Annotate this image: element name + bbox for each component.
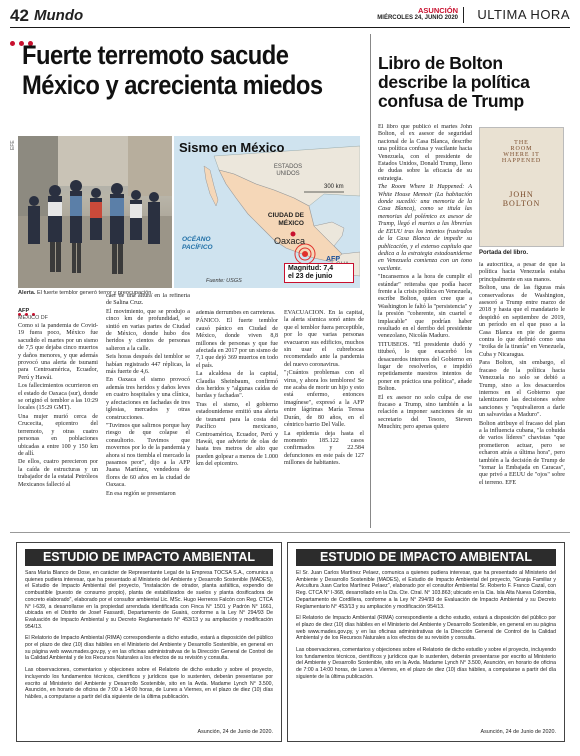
map-agency-logo: AFP bbox=[326, 256, 340, 263]
caption-label: Alerta. bbox=[18, 290, 36, 296]
notice-paragraph: El Sr. Juan Carlos Martínez Pelaez, comunica a quienes pudiera interesar, que ha presentado al Ministerio del Ambiente y Desarrollo Sostenible (MADES), el Estudio de Impacto Ambiental del proyecto, "Granja Familiar y Avicultura Juan Carlos Martínez Pelaez", elaborado por el consultor Ambiental Sr. Roberto F. Franco Cazal, con Reg. CTCA N° I-368, desarrollado en la Cta. Cte. Ctral. N° 103.863; ubicado en la Cia. Isla Alta Nueva Colombia, Departamento de Cordillera, conforme a la Ley N° 294/93 de Evaluación de Impacto Ambiental y su Decreto Reglamentario N° 453/13 y su ampliación y modificación 954/13. bbox=[296, 570, 556, 610]
main-article-col4 bbox=[284, 310, 364, 526]
paragraph: TITUBEOS. "El presidente dudó y titubeó, lo que exacerbó los desacuerdos internos del Gobierno en lugar de resolverlos, e impidió repetidamente nuestros intentos de poner en práctica una política", añade Bolton. bbox=[378, 341, 472, 393]
notice-paragraph: El Relatorio de Impacto Ambiental (RIMA) correspondiente a dicho estudio, estará a disposición del público por el plazo de diez (10) días hábiles en el Ministerio del Ambiente y Desarrollo Sostenible, en general en su página web www.mades.gov.py, y en las oficinas administrativas de la Dirección General de Control de la Calidad Ambiental y de los Recursos Naturales a los efectos de su revisión y consulta. bbox=[296, 615, 556, 642]
paragraph: En Oaxaca el sismo provocó además tres heridos y daños leves en cuatro hospitales y una clínica, y afectaciones en fachadas de tres iglesias, mercados y otras construcciones. bbox=[106, 377, 190, 421]
paragraph: La alcaldesa de la capital, Claudia Sheinbaum, confirmó dos heridos y "algunas caídas de bardas y fachadas". bbox=[196, 371, 278, 400]
earthquake-map bbox=[174, 136, 360, 288]
map-label-usa: ESTADOS UNIDOS bbox=[273, 164, 303, 177]
side-headline-line3: confusa de Trump bbox=[378, 91, 524, 111]
map-scale: 300 km bbox=[324, 184, 344, 190]
paragraph: Bolton atribuye el fracaso del plan a la influencia cubana, "la cohuida de varios líderes" chavistas "que prometieron actuar, pero se echaron atrás a última hora", pero también a la decisión de Trump de "tomar la Embajada en Caracas", que privó a EEUU de "ojos" sobre el terreno. EFE bbox=[479, 420, 565, 486]
notice-box-right bbox=[287, 542, 565, 742]
side-headline bbox=[378, 54, 570, 111]
notice-paragraph: Sara María Blanco de Dose, en carácter de Representante Legal de la Empresa TOCSA S.A., comunica a quienes pudiera interesar, que ha presentado al Ministerio del Ambiente y Desarrollo Sostenible (MADES), el Estudio de Impacto Ambiental del proyecto, "Instalación de otrador, planta asfáltica, expendio de combustible (puesto de consumo propio), planta de estabilizados de suelos y planta dosificadora de concreto elaborado", elaborado por el consultor ambiental Lic. MSc. Hugo Herreros Falcón con Reg. CTCA N° I-639, a desarrollarse en la propiedad arrendada identificada con Finca N° 1501 y Padrón N° 1661, ubicada en el Distrito de Josef Fassardi, Departamento de Guairá, conforme a la Ley N° 294/93 De Evaluación de Impacto Ambiental y su Decreto Reglamentario N° 453/13 y su ampliación y modificación 954/13. bbox=[25, 570, 273, 630]
main-article-col1 bbox=[18, 323, 98, 526]
column-divider bbox=[370, 34, 371, 528]
paragraph: Para Bolton, sin embargo, el fracaso de la política hacia Venezuela no solo se debió a Trump, sino a los desacuerdos internos en el Gobierno que talentizaron las decisiones sobre sanciones y "equivalieron a darle un salvavidas a Maduro". bbox=[479, 360, 565, 419]
notice-paragraph: Las observaciones, comentarios y objeciones sobre el Relatorio de dicho estudio y sobre el proyecto, incluyendo los fundamentos técnicos, científicos y jurídicos que lo sustenten, deberán presentarse por escrito al Ministerio del Ambiente y Desarrollo Sostenible, sito en la Avda. Madame Lynch N° 3.500, Asunción, en horario de oficina de 7:00 a 14:00 horas, de Lunes a Viernes, en el plazo de diez (10) días hábiles, a computarse a partir del día siguiente de la última publicación. bbox=[25, 667, 273, 700]
paragraph: El ex asesor no solo culpa de ese fracaso a Trump, sino también a la relación a imponer sanciones de su secretario del Tesoro, Steven Mnuchin; pero apenas quiere bbox=[378, 394, 472, 431]
map-label-region: Oaxaca bbox=[274, 236, 306, 246]
notice-box-left bbox=[16, 542, 282, 742]
paragraph: Los fallecimientos ocurrieron en el estado de Oaxaca (sur), donde se originó el temblor a las 10:29 locales (15:29 GMT). bbox=[18, 383, 98, 412]
main-headline bbox=[22, 40, 323, 100]
main-article-col2 bbox=[106, 293, 190, 526]
notice-body bbox=[25, 570, 273, 701]
book-title-2: ROOM bbox=[510, 146, 533, 152]
map-label-ocean: OCÉANO PACÍFICO bbox=[182, 236, 213, 251]
paragraph: EVACUACIÓN. En la capital, la alerta sísmica sonó antes de que el temblor fuera perceptible, por lo que varias personas evacuaron sus edificios, muchos sin usar el cubrebocas recomendado ante la pandemia del nuevo coronavirus. bbox=[284, 310, 364, 368]
map-title: Sismo en México bbox=[179, 140, 285, 155]
caption-text: El fuerte temblor generó terror y preocupación. bbox=[35, 290, 153, 296]
map-source: Fuente: USGS bbox=[206, 278, 242, 284]
side-headline-line2: describe la política bbox=[378, 72, 530, 92]
main-headline-line2: México y acrecienta miedos bbox=[22, 70, 323, 100]
section-rule bbox=[10, 532, 570, 533]
paragraph: "¡Cuántos problemas con el virus, y ahora los temblores! Se me acaba de morir un hijo y esto está enfermo, entonces imagínese", expresó a la AFP entre lágrimas María Teresa Durán, de 80 años, en el céntrico barrio Del Valle. bbox=[284, 370, 364, 429]
side-article-right bbox=[479, 262, 565, 526]
book-title-1: THE bbox=[514, 140, 529, 146]
paragraph: Una mujer murió cerca de Crucecita, epicentro del terremoto, y otras cuatro personas en poblaciones ubicadas a entre 100 y 150 km de allí. bbox=[18, 413, 98, 457]
paragraph: además derrumbes en carreteras. bbox=[196, 310, 276, 316]
book-title-4: HAPPENED bbox=[501, 158, 542, 164]
page-header bbox=[10, 6, 570, 28]
notice-paragraph: Las observaciones, comentarios y objeciones sobre el Relatorio de dicho estudio y sobre el proyecto, incluyendo los fundamentos técnicos, científicos y jurídicos que lo sustenten, deberán presentarse por escrito al Ministerio del Ambiente y Desarrollo Sostenible, sito en la Avda. Madame Lynch N° 3.500, Asunción, en horario de oficina de 7:00 a 14:00 horas, de Lunes a Viernes, en el plazo de diez (10) días hábiles, a computarse a partir del día siguiente de la última publicación. bbox=[296, 647, 556, 680]
news-photo bbox=[18, 136, 172, 288]
notice-paragraph: El Relatorio de Impacto Ambiental (RIMA) correspondiente a dicho estudio, estará a disposición del público por el plazo de diez (10) días hábiles en el Ministerio del Ambiente y Desarrollo Sostenible, en general en su página web www.mades.gov.py, y en las oficinas administrativas de la Dirección General de Control de la Calidad Ambiental y de los Recursos Naturales a los efectos de su revisión y consulta. bbox=[25, 635, 273, 662]
notice-footer: Asunción, 24 de Junio de 2020. bbox=[197, 729, 273, 735]
book-author-2: BOLTON bbox=[502, 199, 541, 208]
magnitude-date: el 23 de junio bbox=[288, 273, 333, 280]
notice-title: ESTUDIO DE IMPACTO AMBIENTAL bbox=[296, 549, 556, 566]
map-label-city: CIUDAD DE MÉXICO bbox=[267, 212, 304, 227]
header-rule bbox=[10, 27, 570, 28]
crowd-photo-illustration bbox=[18, 136, 172, 288]
paragraph: La epidemia deja hasta el momento 185.122 casos confirmados y 22.584 defunciones en este país de 127 millones de habitantes. bbox=[284, 430, 364, 467]
paragraph: "Tuvimos que salirnos porque hay riesgo de que colapse el consultorio. Tuvimos que movernos por lo de la pandemia y ahora si nos tiembla el mercado la pasamos peor", dijo a la AFP Juana Martínez, vendedora de flores de 60 años en la ciudad de Oaxaca. bbox=[106, 422, 190, 489]
byline-agency: AFP bbox=[18, 308, 30, 314]
notice-title: ESTUDIO DE IMPACTO AMBIENTAL bbox=[25, 549, 273, 566]
paragraph: Bolton, una de las figuras más conservadoras de Washington, asesoró a Trump entre marzo de 2018 y hasta que el mandatario le despidió en septiembre de 2019, un período en el que puso a la Casa Blanca en pie de guerra contra lo que definió como una "troika de la tiranía" en Venezuela, Cuba y Nicaragua. bbox=[479, 285, 565, 358]
book-title-3: WHERE IT bbox=[503, 152, 540, 158]
paragraph: The Room Where It Happened: A White House Memoir (La habitación donde sucedió: una memoria de la Casa Blanca), como se titula las memorias del polémico ex asesor de Trump, llegó el martes a las librerías de EEUU tras los intentos frustrados de la Casa Blanca de impedir su publicación, y el extenso capítulo que dedica a la estrategia estadounidense en Venezuela comienza con un tono vacilante. bbox=[378, 184, 472, 272]
paragraph: Como si la pandemia de Covid-19 fuera poco, México fue sacudido el martes por un sismo de 7,5 que dejaba cinco muertos y daños menores, y que además provocó una alerta de tsunami para Centroamérica, Ecuador, Perú y Hawái. bbox=[18, 323, 98, 381]
header-divider bbox=[463, 7, 465, 23]
byline-city: MÉXICO DF bbox=[18, 315, 48, 321]
paragraph: PÁNICO. El fuerte temblor causó pánico en Ciudad de México, donde viven 8,8 millones de personas y que fue afectada en 2017 por un sismo de 7,1 que dejó 369 muertos en todo el país. bbox=[196, 318, 278, 369]
magnitude-value: Magnitud: 7,4 bbox=[288, 265, 334, 272]
issue-date: MIÉRCOLES 24, JUNIO 2020 bbox=[377, 15, 458, 21]
paragraph: De ellos, cuatro perecieron por la caída de estructuras y un trabajador de la estatal Petróleos Mexicanos falleció al bbox=[18, 459, 98, 488]
main-headline-line1: Fuerte terremoto sacude bbox=[22, 40, 289, 70]
magnitude-callout bbox=[284, 263, 354, 283]
paper-name: ASUNCIÓN bbox=[417, 6, 458, 15]
paragraph: El libro que publicó el martes John Bolton, el ex asesor de seguridad nacional de la Casa Blanca, describe una política confusa y vacilante hacia Venezuela, con el presidente de Estados Unidos, Donald Trump, lleno de dudas sobre la eficacia de su estrategia. bbox=[378, 124, 472, 182]
paragraph: El movimiento, que se produjo a cinco km de profundidad, se sintió en varias partes de Ciudad de México, donde hubo dos heridos y cientos de personas salieron a la calle. bbox=[106, 308, 190, 352]
page-number: 42 bbox=[10, 6, 29, 25]
side-headline-line1: Libro de Bolton bbox=[378, 53, 503, 73]
section-name: Mundo bbox=[34, 7, 84, 24]
book-caption: Portada del libro. bbox=[479, 250, 529, 256]
paragraph: la autocrítica, a pesar de que la política hacia Venezuela estaba principalmente en sus manos. bbox=[479, 262, 565, 283]
main-article-col3 bbox=[196, 310, 278, 526]
paragraph: "Incansemos a la hora de cumplir el estándar" reiteraba que podía hacer frente a la crisis política en Venezuela, escribe Bolton, quien cree que a Washington le faltó la "persistencia" y la presión "coherente, sin cuartel e implacable" que podrían haber resultado en el derribo del presidente venezolano, Nicolás Maduro. bbox=[378, 274, 472, 340]
paragraph: caer de una altura en la refinería de Salina Cruz. bbox=[106, 293, 190, 307]
book-cover bbox=[479, 127, 564, 247]
paragraph: En esa región se presentaron bbox=[106, 490, 176, 497]
paragraph: Tras el sismo, el gobierno estadounidense emitió una alerta de tsunami para la costa del Pacífico mexicano, Centroamérica, Ecuador, Perú y Hawái, que advierte de olas de hasta tres metros de alto que pueden golpear a menos de 1.000 km del epicentro. bbox=[196, 401, 278, 468]
paragraph: Seis horas después del temblor se habían registrado 447 réplicas, la más fuerte de 4,6. bbox=[106, 354, 190, 376]
photo-credit: EFE bbox=[10, 140, 16, 150]
notice-footer: Asunción, 24 de Junio de 2020. bbox=[480, 729, 556, 735]
book-author-1: JOHN bbox=[509, 190, 534, 199]
right-section: ULTIMA HORA bbox=[477, 7, 570, 22]
side-article-left bbox=[378, 124, 472, 526]
notice-body bbox=[296, 570, 556, 681]
